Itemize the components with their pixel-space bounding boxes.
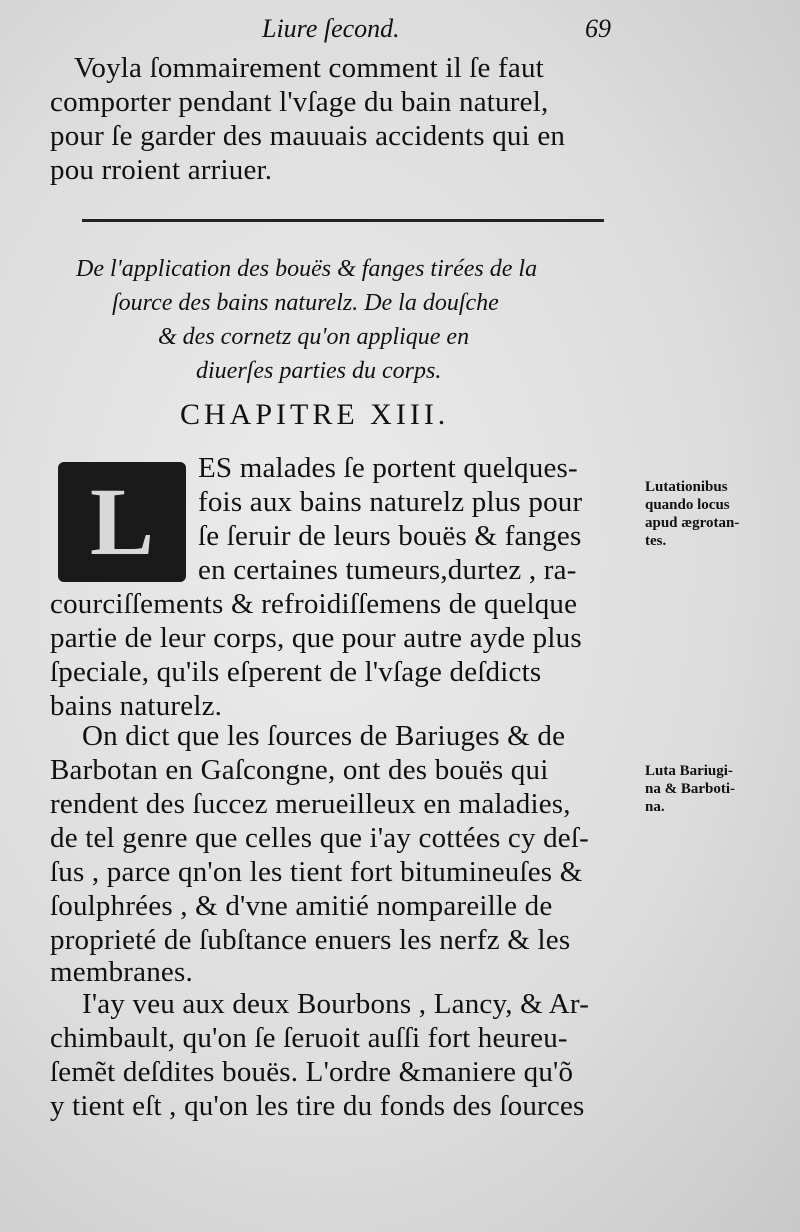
margin-note-line: Luta Bariugi- [645,763,733,779]
text-line: ſemẽt deſdites bouës. L'ordre &maniere qu'õ [50,1056,574,1088]
heading-line: diuerſes parties du corps. [196,358,442,384]
margin-note-line: tes. [645,533,667,549]
heading-line: ſource des bains naturelz. De la douſche [112,290,499,316]
heading-line: De l'application des bouës & fanges tirées de la [76,256,538,282]
text-line: en certaines tumeurs,durtez , ra- [198,554,577,586]
text-line: Voyla ſommairement comment il ſe faut [74,52,544,84]
text-line: pou rroient arriuer. [50,154,273,186]
text-line: ſoulphrées , & d'vne amitié nompareille de [50,890,553,922]
margin-note-line: quando locus [645,497,730,513]
text-line: On dict que les ſources de Bariuges & de [82,720,566,752]
text-line: de tel genre que celles que i'ay cottées cy deſ- [50,822,589,854]
text-line: courciſſements & refroidiſſemens de quelque [50,588,578,620]
text-line: proprieté de ſubſtance enuers les nerfz & les [50,924,571,956]
text-line: ſus , parce qn'on les tient fort bitumineuſes & [50,856,583,888]
text-line: pour ſe garder des mauuais accidents qui en [50,120,566,152]
text-line: y tient eſt , qu'on les tire du fonds des ſources [50,1090,585,1122]
running-head-title: Liure ſecond. [262,14,400,43]
text-line: fois aux bains naturelz plus pour [198,486,583,518]
margin-note-line: na. [645,799,665,815]
text-line: chimbault, qu'on ſe ſeruoit auſſi fort heureu- [50,1022,568,1054]
text-line: ES malades ſe portent quelques- [198,452,578,484]
text-line: rendent des ſuccez merueilleux en maladies, [50,788,571,820]
text-line: membranes. [50,956,193,988]
text-line: ſpeciale, qu'ils eſperent de l'vſage deſdicts [50,656,542,688]
margin-note-line: apud ægrotan- [645,515,740,531]
text-line: Barbotan en Gaſcongne, ont des bouës qui [50,754,549,786]
text-line: bains naturelz. [50,690,223,722]
text-line: I'ay veu aux deux Bourbons , Lancy, & Ar- [82,988,590,1020]
margin-note-luta [645,762,735,816]
chapter-title: CHAPITRE XIII. [180,398,450,431]
margin-note-lutationibus [645,478,739,550]
ornamental-drop-cap [58,462,186,582]
section-rule [82,219,604,222]
text-line: comporter pendant l'vſage du bain naturel, [50,86,549,118]
page-number: 69 [585,14,611,43]
text-line: ſe ſeruir de leurs bouës & fanges [198,520,582,552]
margin-note-line: Lutationibus [645,479,728,495]
heading-line: & des cornetz qu'on applique en [158,324,470,350]
margin-note-line: na & Barboti- [645,781,735,797]
drop-cap-letter: L [89,468,155,575]
text-line: partie de leur corps, que pour autre ayde plus [50,622,582,654]
